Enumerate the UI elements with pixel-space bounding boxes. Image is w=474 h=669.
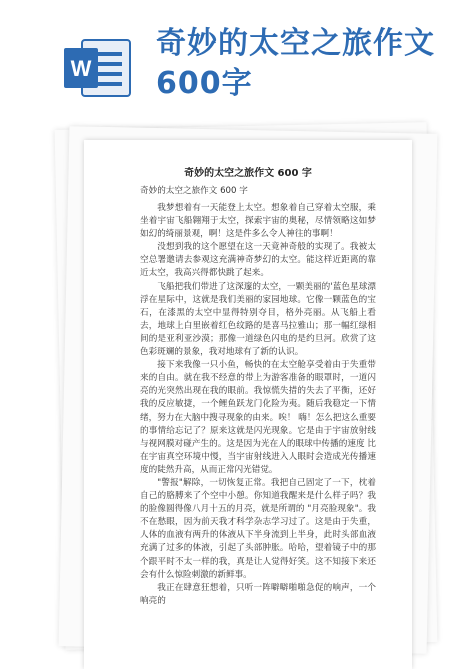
paragraph: 我梦想着有一天能登上太空。想象着自己穿着太空服，乘坐着宇宙飞船翱翔于太空，探索宇宙的奥秘，尽情领略这如梦如幻的绮丽景观，啊！这是件多么令人神往的事啊！	[140, 203, 376, 240]
page-title: 奇妙的太空之旅作文600字	[156, 26, 435, 101]
document-body	[140, 202, 376, 608]
paragraph: 飞船把我们带进了这深邃的太空，一颗美丽的'蓝色星球漂浮在星际中，这就是我们美丽的家园地球。它像一颗蓝色的宝石，在漆黑的太空中显得特别夺目，格外亮丽。从飞船上看去，地球上白里嵌着红色纹路的是喜马拉雅山；那一幅红绿相间的是亚利亚沙漠；那像一道绿色闪电的是约旦河。欣赏了这色彩斑斓的景象，我对地球有了新的认识。	[140, 281, 376, 358]
header-banner	[0, 0, 474, 110]
document-subtitle: 奇妙的太空之旅作文 600 字	[140, 186, 248, 196]
document-page	[84, 140, 412, 669]
word-document-icon	[62, 38, 132, 98]
paragraph: 接下来我像一只小鱼，畅快的在太空舱享受着由于失重带来的自由。就在我不经意的带上为游客准备的眼罩时，一道闪亮的光突然出现在我的眼前。我惊慌失措的失去了平衡，还好我的反应敏捷，一个鲤鱼跃龙门化险为夷。随后我稳定一下情绪，努力在大脑中搜寻现象的由来。唉！ 嗨！怎么把这么重要的事情给忘记了？原来这就是闪光现象。它是由于宇宙放射线与视网膜对碰产生的。这是因为光在人的眼球中传播的速度 比在宇宙真空环境中慢，当宇宙射线进入人眼时会造成光传播速度的陡然升高，从而正常闪光错觉。	[140, 360, 376, 475]
word-icon-letter: W	[70, 56, 92, 81]
paragraph: 我正在肆意狂想着，只听一阵噼噼啪啪急促的响声，一个响亮的	[140, 582, 376, 606]
paragraph: 没想到我的这个愿望在这一天竟神奇般的实现了。我被太空总署邀请去参观这充满神奇梦幻的太空。能这样近距离的靠近太空，我高兴得都快跳了起来。	[140, 242, 376, 279]
paragraph: "警报"解除，一切恢复正常。我把自己固定了一下，枕着自己的胳膊来了个空中小憩。你知道我醒来是什么样子吗？我的脸像圆得像八月十五的月亮，就是所谓的 "月亮脸现象"。我不在愁眼，因为前天我才科学杂志学习过了。这是由于失重，人体的血液有两升的体液从下半身流到上半身，此时头部血液充满了过多的体液，引起了头部肿胀。哈哈，望着镜子中的那个跟平时不太一样的我，真是让人觉得好笑。这不知接下来还会有什么惊险刺激的新鲜事。	[140, 477, 376, 580]
document-title: 奇妙的太空之旅作文 600 字	[184, 168, 312, 179]
